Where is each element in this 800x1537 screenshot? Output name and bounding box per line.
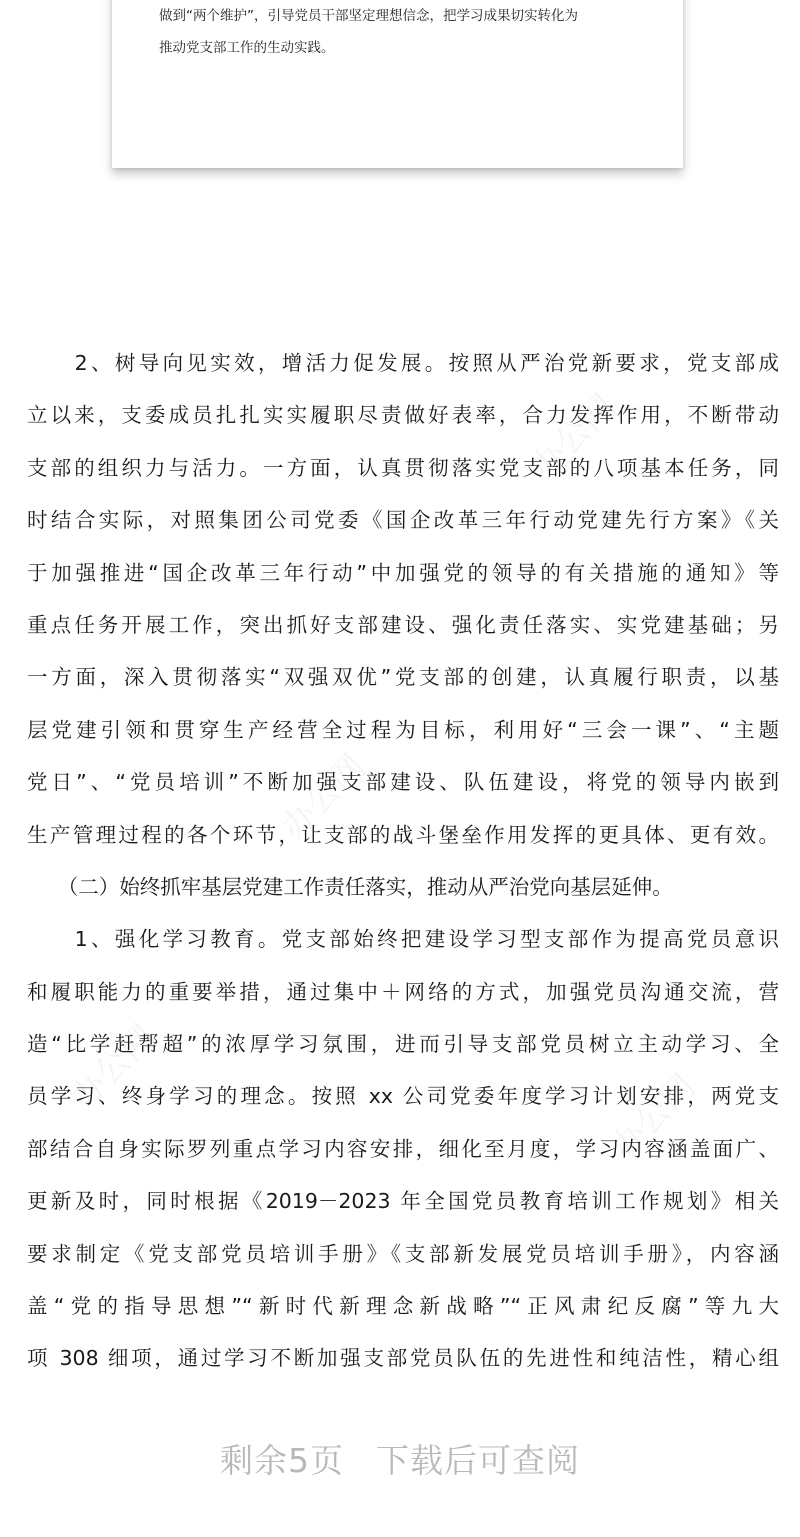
preview-line: 做到“两个维护”，引导党员干部坚定理想信念，把学习成果切实转化为 [159,8,578,24]
paragraph-line: 支部的组织力与活力。一方面，认真贯彻落实党支部的八项基本任务，同 [27,455,779,480]
preview-page-text [159,0,659,64]
paragraph-line: 部结合自身实际罗列重点学习内容安排，细化至月度，学习内容涵盖面广、 [27,1136,779,1161]
download-to-view-link[interactable]: 下载后可查阅 [376,1441,580,1480]
paragraph-line: 更新及时，同时根据《2019－2023 年全国党员教育培训工作规划》相关 [27,1189,779,1214]
remaining-pages-count: 剩余5页 [220,1441,344,1480]
paragraph-line: 一方面，深入贯彻落实“双强双优”党支部的创建，认真履行职责，以基 [27,665,779,690]
remaining-pages-notice[interactable] [0,1435,800,1482]
paragraph-line: 要求制定《党支部党员培训手册》《支部新发展党员培训手册》，内容涵 [27,1241,779,1266]
paragraph-line: 盖“党的指导思想”“新时代新理念新战略”“正风肃纪反腐”等九大 [27,1294,779,1319]
paragraph-line: 立以来，支委成员扎扎实实履职尽责做好表率，合力发挥作用，不断带动 [27,403,779,428]
paragraph-line: 员学习、终身学习的理念。按照 xx 公司党委年度学习计划安排，两党支 [27,1084,779,1109]
paragraph-line: 1、强化学习教育。党支部始终把建设学习型支部作为提高党员意识 [27,927,779,952]
document-body [27,337,779,1385]
paragraph-line: 生产管理过程的各个环节，让支部的战斗堡垒作用发挥的更具体、更有效。 [27,822,779,847]
paragraph-line: 重点任务开展工作，突出抓好支部建设、强化责任落实、实党建基础；另 [27,612,779,637]
paragraph-line: 项 308 细项，通过学习不断加强支部党员队伍的先进性和纯洁性，精心组 [27,1346,779,1371]
paragraph-line: 于加强推进“国企改革三年行动”中加强党的领导的有关措施的通知》等 [27,560,779,585]
paragraph-line: 层党建引领和贯穿生产经营全过程为目标，利用好“三会一课”、“主题 [27,717,779,742]
paragraph-line: 造“比学赶帮超”的浓厚学习氛围，进而引导支部党员树立主动学习、全 [27,1032,779,1057]
preview-line: 推动党支部工作的生动实践。 [159,40,335,56]
preview-page-card [112,0,683,168]
section-heading: （二）始终抓牢基层党建工作责任落实，推动从严治党向基层延伸。 [27,874,673,899]
paragraph-line: 2、树导向见实效，增活力促发展。按照从严治党新要求，党支部成 [27,351,779,375]
paragraph-line: 和履职能力的重要举措，通过集中＋网络的方式，加强党员沟通交流，营 [27,979,779,1004]
paragraph-line: 党日”、“党员培训”不断加强支部建设、队伍建设，将党的领导内嵌到 [27,770,779,795]
paragraph-line: 时结合实际，对照集团公司党委《国企改革三年行动党建先行方案》《关 [27,508,779,533]
